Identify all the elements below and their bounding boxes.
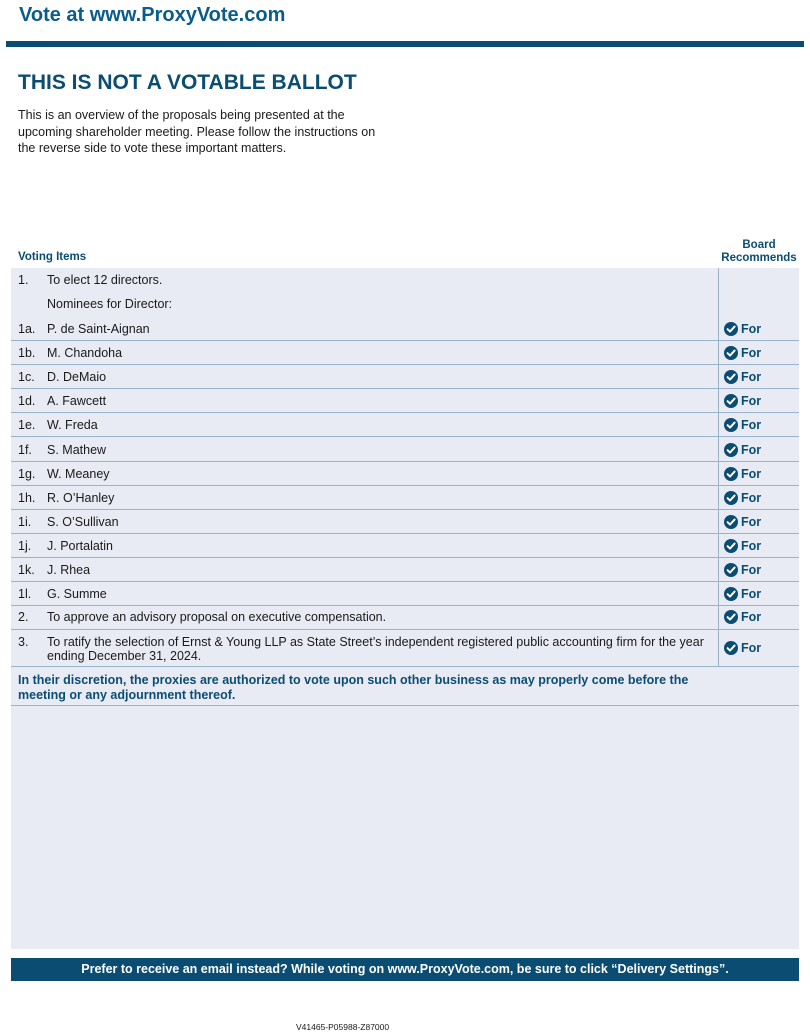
recommendation: For (724, 610, 761, 624)
check-circle-icon (724, 443, 738, 457)
check-circle-icon (724, 370, 738, 384)
recommendation: For (724, 515, 761, 529)
recommendation: For (724, 322, 761, 336)
divider (11, 705, 799, 706)
recommendation: For (724, 641, 761, 655)
check-circle-icon (724, 491, 738, 505)
nominees-label-row: Nominees for Director: (47, 297, 173, 311)
voting-item-2: 2. To approve an advisory proposal on executive compensation. For (11, 606, 799, 630)
recommendation: For (724, 539, 761, 553)
nominee-row: 1g. W. Meaney For (11, 463, 799, 486)
nominee-row: 1i. S. O’Sullivan For (11, 511, 799, 534)
recommendation: For (724, 418, 761, 432)
recommendation: For (724, 346, 761, 360)
nominee-row: 1k. J. Rhea For (11, 559, 799, 582)
voting-item-1: 1. To elect 12 directors. (18, 273, 163, 287)
header-divider (6, 41, 804, 47)
check-circle-icon (724, 641, 738, 655)
recommendation: For (724, 587, 761, 601)
voting-item-3: 3. To ratify the selection of Ernst & Young LLP as State Street’s independent registered public accounting firm for the year ending December 31, 2024. For (11, 630, 799, 667)
check-circle-icon (724, 467, 738, 481)
nominee-row: 1l. G. Summe For (11, 583, 799, 606)
nominee-row: 1b. M. Chandoha For (11, 342, 799, 365)
nominee-row: 1c. D. DeMaio For (11, 366, 799, 389)
check-circle-icon (724, 322, 738, 336)
recommendation: For (724, 394, 761, 408)
intro-text: This is an overview of the proposals being presented at the upcoming shareholder meeting. Please follow the instructions on the reverse side to vote these important matters. (18, 108, 376, 155)
voting-items-header: Voting Items (18, 251, 87, 263)
check-circle-icon (724, 394, 738, 408)
check-circle-icon (724, 418, 738, 432)
check-circle-icon (724, 563, 738, 577)
nominee-row: 1f. S. Mathew For (11, 439, 799, 462)
nominee-row: 1a. P. de Saint-Aignan For (11, 318, 799, 341)
nominee-row: 1e. W. Freda For (11, 414, 799, 437)
recommendation: For (724, 467, 761, 481)
check-circle-icon (724, 515, 738, 529)
check-circle-icon (724, 539, 738, 553)
proxyvote-link[interactable]: Vote at www.ProxyVote.com (19, 4, 286, 26)
recommendation: For (724, 370, 761, 384)
discretion-statement: In their discretion, the proxies are authorized to vote upon such other business as may properly come before the meeting or any adjournment thereof. (18, 673, 689, 702)
check-circle-icon (724, 587, 738, 601)
nominee-row: 1h. R. O’Hanley For (11, 487, 799, 510)
control-code: V41465-P05988-Z87000 (296, 1022, 390, 1032)
check-circle-icon (724, 346, 738, 360)
nominee-row: 1d. A. Fawcett For (11, 390, 799, 413)
recommendation: For (724, 563, 761, 577)
recommendation: For (724, 491, 761, 505)
delivery-settings-banner: Prefer to receive an email instead? While voting on www.ProxyVote.com, be sure to click “Delivery Settings”. (11, 958, 799, 981)
recommendation: For (724, 443, 761, 457)
nominee-row: 1j. J. Portalatin For (11, 535, 799, 558)
board-recommends-header: Board Recommends (721, 239, 797, 264)
check-circle-icon (724, 610, 738, 624)
page-title: THIS IS NOT A VOTABLE BALLOT (18, 71, 357, 94)
